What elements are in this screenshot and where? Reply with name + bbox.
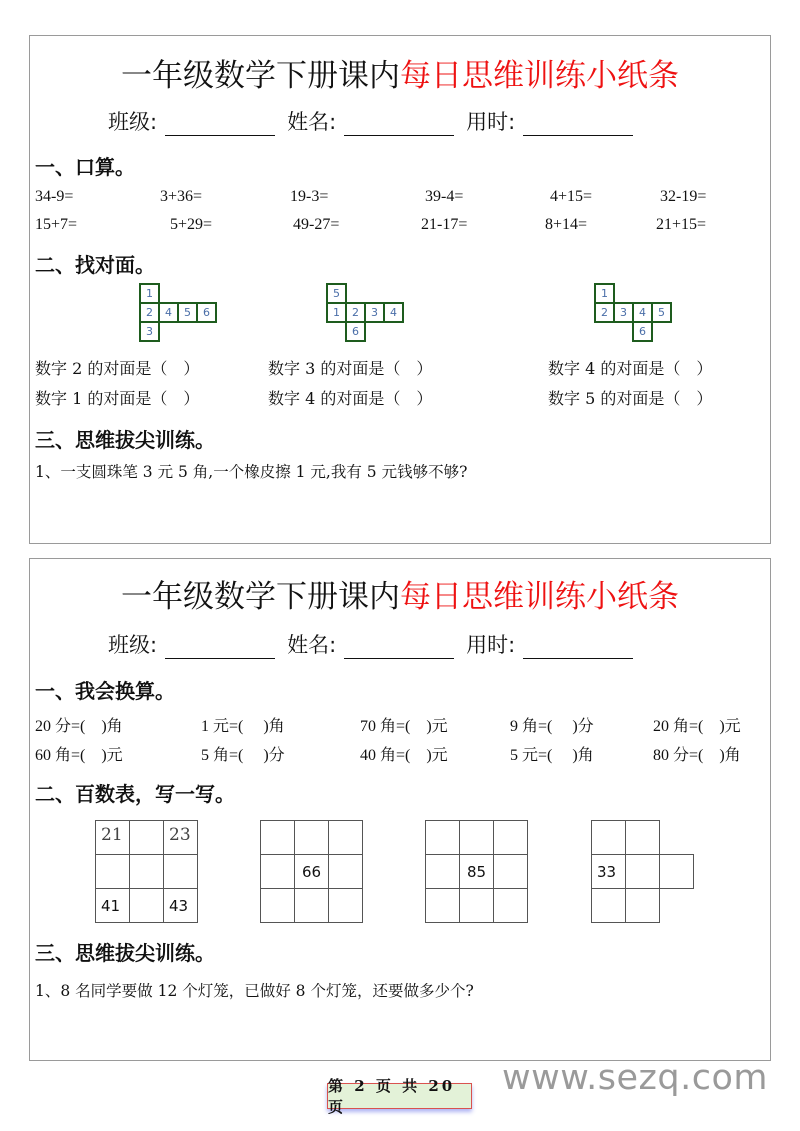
- grid-cell: 66: [294, 854, 329, 889]
- section-heading-hundred-chart: 二、百数表，写一写。: [35, 782, 235, 806]
- opposite-face-question: 数字 2 的对面是（ ）: [35, 359, 200, 378]
- conversion-item: 9 角=( )分: [510, 718, 594, 735]
- net-cell: 1: [139, 283, 160, 304]
- grid-cell: 43: [163, 888, 198, 923]
- math-item: 21-17=: [421, 216, 468, 233]
- grid-cell: 23: [163, 820, 198, 855]
- conversion-item: 60 角=( )元: [35, 747, 123, 764]
- grid-cell[interactable]: [493, 820, 528, 855]
- section-heading-thinking-training: 三、思维拔尖训练。: [35, 428, 215, 452]
- word-problem: 1、一支圆珠笔 3 元 5 角,一个橡皮擦 1 元,我有 5 元钱够不够?: [35, 463, 468, 481]
- conversion-item: 5 元=( )角: [510, 747, 594, 764]
- grid-cell[interactable]: [294, 888, 329, 923]
- grid-cell[interactable]: [129, 854, 164, 889]
- net-cell: 1: [594, 283, 615, 304]
- math-item: 49-27=: [293, 216, 340, 233]
- grid-cell[interactable]: [129, 820, 164, 855]
- math-item: 15+7=: [35, 216, 78, 233]
- math-item: 5+29=: [170, 216, 213, 233]
- grid-cell[interactable]: [591, 888, 626, 923]
- grid-cell: 21: [95, 820, 130, 855]
- net-cell: 6: [632, 321, 653, 342]
- conversion-item: 80 分=( )角: [653, 747, 741, 764]
- student-info-row: [108, 629, 645, 659]
- time-label: 用时:: [466, 110, 516, 134]
- conversion-item: 5 角=( )分: [201, 747, 285, 764]
- title-red-text: 每日思维训练小纸条: [400, 58, 679, 94]
- name-label: 姓名:: [287, 633, 337, 657]
- net-cell: 4: [383, 302, 404, 323]
- grid-cell[interactable]: [425, 888, 460, 923]
- title-black-text: 一年级数学下册课内: [121, 58, 400, 94]
- math-item: 34-9=: [35, 188, 74, 205]
- class-label: 班级:: [108, 110, 158, 134]
- net-cell: 6: [196, 302, 217, 323]
- math-item: 21+15=: [656, 216, 707, 233]
- opposite-face-question: 数字 4 的对面是（ ）: [268, 389, 433, 408]
- title-red-text: 每日思维训练小纸条: [400, 579, 679, 615]
- math-item: 39-4=: [425, 188, 464, 205]
- watermark: www.sezq.com: [502, 1058, 769, 1098]
- opposite-face-question: 数字 5 的对面是（ ）: [548, 389, 713, 408]
- opposite-face-question: 数字 4 的对面是（ ）: [548, 359, 713, 378]
- name-blank[interactable]: [344, 114, 454, 136]
- net-cell: 5: [326, 283, 347, 304]
- opposite-face-question: 数字 3 的对面是（ ）: [268, 359, 433, 378]
- net-cell: 3: [139, 321, 160, 342]
- grid-cell[interactable]: [659, 854, 694, 889]
- net-cell: 1: [326, 302, 347, 323]
- page-indicator: 第 2 页 共 20 页: [327, 1083, 472, 1109]
- section-heading-opposite-faces: 二、找对面。: [35, 253, 155, 277]
- math-item: 3+36=: [160, 188, 203, 205]
- grid-cell: 41: [95, 888, 130, 923]
- grid-cell[interactable]: [425, 854, 460, 889]
- class-blank[interactable]: [165, 637, 275, 659]
- conversion-item: 20 角=( )元: [653, 718, 741, 735]
- grid-cell[interactable]: [625, 820, 660, 855]
- worksheet-slip-2: [29, 558, 771, 1061]
- slip-title: [30, 50, 770, 95]
- net-cell: 2: [594, 302, 615, 323]
- grid-cell[interactable]: [163, 854, 198, 889]
- grid-cell[interactable]: [493, 854, 528, 889]
- net-cell: 5: [651, 302, 672, 323]
- word-problem: 1、8 名同学要做 12 个灯笼，已做好 8 个灯笼，还要做多少个?: [35, 982, 474, 1000]
- name-label: 姓名:: [287, 110, 337, 134]
- grid-cell[interactable]: [328, 854, 363, 889]
- net-cell: 3: [613, 302, 634, 323]
- grid-cell[interactable]: [625, 888, 660, 923]
- grid-cell[interactable]: [129, 888, 164, 923]
- net-cell: 6: [345, 321, 366, 342]
- grid-cell[interactable]: [425, 820, 460, 855]
- grid-cell[interactable]: [493, 888, 528, 923]
- opposite-face-question: 数字 1 的对面是（ ）: [35, 389, 200, 408]
- net-cell: 2: [139, 302, 160, 323]
- math-item: 8+14=: [545, 216, 588, 233]
- conversion-item: 20 分=( )角: [35, 718, 123, 735]
- math-item: 19-3=: [290, 188, 329, 205]
- conversion-item: 70 角=( )元: [360, 718, 448, 735]
- section-heading-unit-conversion: 一、我会换算。: [35, 679, 175, 703]
- grid-cell[interactable]: [294, 820, 329, 855]
- class-blank[interactable]: [165, 114, 275, 136]
- grid-cell[interactable]: [260, 820, 295, 855]
- section-heading-thinking-training: 三、思维拔尖训练。: [35, 941, 215, 965]
- student-info-row: [108, 106, 645, 136]
- worksheet-slip-1: [29, 35, 771, 544]
- conversion-item: 40 角=( )元: [360, 747, 448, 764]
- grid-cell[interactable]: [260, 854, 295, 889]
- class-label: 班级:: [108, 633, 158, 657]
- grid-cell[interactable]: [260, 888, 295, 923]
- grid-cell[interactable]: [328, 888, 363, 923]
- grid-cell: 85: [459, 854, 494, 889]
- grid-cell[interactable]: [328, 820, 363, 855]
- net-cell: 4: [158, 302, 179, 323]
- conversion-item: 1 元=( )角: [201, 718, 285, 735]
- net-cell: 5: [177, 302, 198, 323]
- time-label: 用时:: [466, 633, 516, 657]
- slip-title: [30, 571, 770, 616]
- grid-cell[interactable]: [95, 854, 130, 889]
- math-item: 32-19=: [660, 188, 707, 205]
- net-cell: 4: [632, 302, 653, 323]
- name-blank[interactable]: [344, 637, 454, 659]
- time-blank[interactable]: [523, 114, 633, 136]
- grid-cell[interactable]: [625, 854, 660, 889]
- grid-cell[interactable]: [459, 820, 494, 855]
- time-blank[interactable]: [523, 637, 633, 659]
- net-cell: 2: [345, 302, 366, 323]
- math-item: 4+15=: [550, 188, 593, 205]
- section-heading-mental-math: 一、口算。: [35, 155, 135, 179]
- net-cell: 3: [364, 302, 385, 323]
- grid-cell: 33: [591, 854, 626, 889]
- grid-cell[interactable]: [459, 888, 494, 923]
- grid-cell[interactable]: [591, 820, 626, 855]
- title-black-text: 一年级数学下册课内: [121, 579, 400, 615]
